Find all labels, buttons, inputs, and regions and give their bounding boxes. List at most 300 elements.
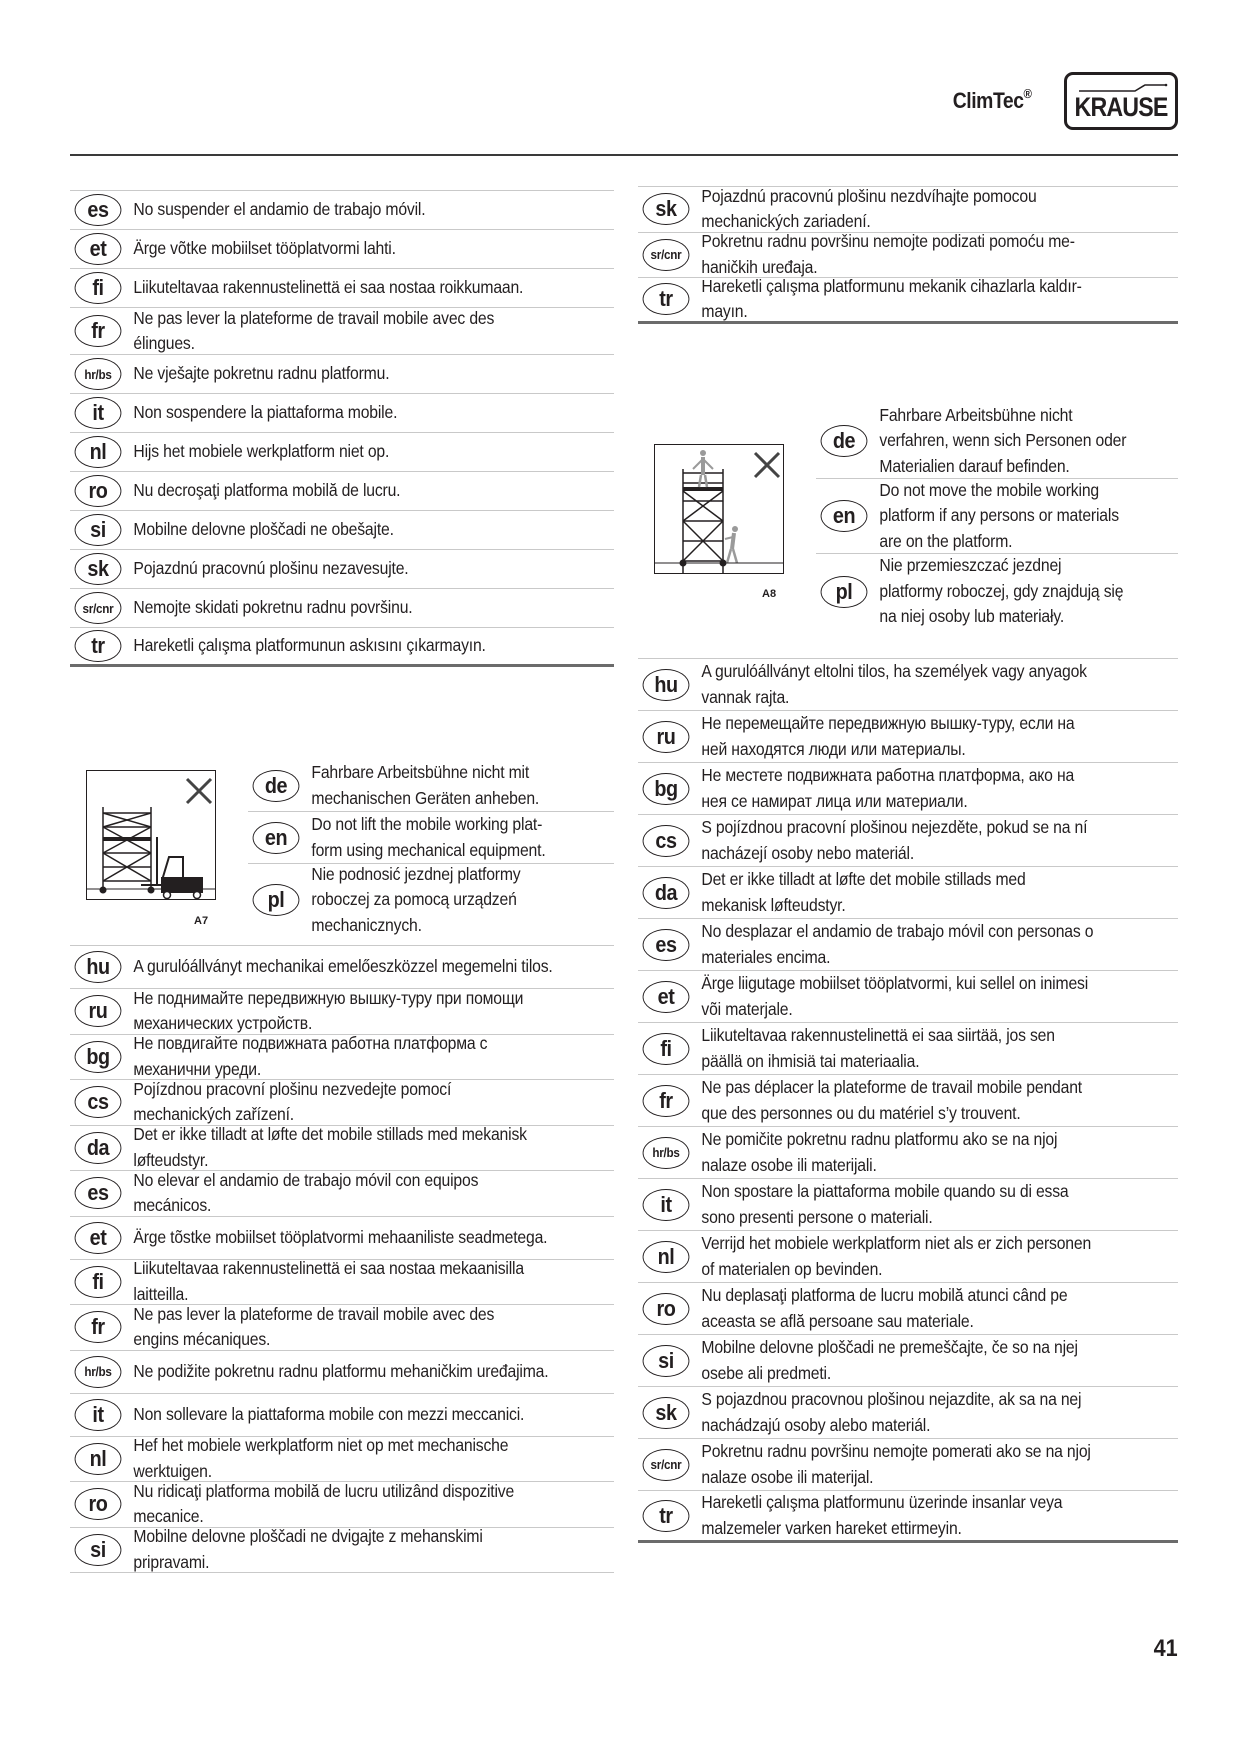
language-code-badge: ro — [75, 1488, 122, 1520]
instruction-text-line: Pokretnu radnu površinu nemojte pomerati ako se na njoj — [701, 1441, 1091, 1461]
language-badge-wrap — [638, 1137, 696, 1169]
language-code-badge: hu — [75, 951, 122, 983]
instruction-list — [638, 186, 1178, 324]
language-code-badge: pl — [821, 576, 868, 608]
instruction-row-ro — [638, 1283, 1178, 1335]
language-badge-wrap — [70, 553, 128, 585]
instruction-text-line: nalaze osobe ili materijal. — [701, 1466, 874, 1487]
instruction-text — [874, 403, 1126, 480]
language-badge-wrap — [70, 358, 128, 390]
language-badge-wrap — [638, 1293, 696, 1325]
language-code-badge: ro — [75, 475, 122, 507]
instruction-text-line: Materialien darauf befinden. — [879, 455, 1070, 476]
language-code-badge: de — [821, 425, 868, 457]
instruction-text-line: ней находятся люди или материалы. — [701, 738, 966, 759]
language-code-badge: sk — [643, 193, 690, 225]
figure-a7-label: A7 — [194, 915, 209, 927]
instruction-text — [128, 595, 412, 621]
instruction-text-line: Liikuteltavaa rakennustelinettä ei saa nostaa mekaanisilla — [133, 1258, 524, 1279]
instruction-text-line: mechanických zařízení. — [133, 1104, 295, 1125]
language-badge-wrap — [70, 272, 128, 304]
instruction-text-line: engins mécaniques. — [133, 1329, 271, 1350]
language-code-badge: bg — [643, 773, 690, 805]
instruction-text-line: No suspender el andamio de trabajo móvil. — [133, 199, 426, 220]
language-badge-wrap — [248, 822, 306, 854]
instruction-text — [128, 633, 486, 659]
instruction-text-line: que des personnes ou du matériel s’y trouvent. — [701, 1102, 1021, 1123]
instruction-text — [128, 361, 389, 387]
instruction-text-line: Nu decroşaţi platforma mobilă de lucru. — [133, 480, 401, 501]
instruction-row-tr — [638, 275, 1178, 324]
instruction-row-cs — [70, 1080, 614, 1126]
instruction-row-pl — [248, 864, 614, 936]
instruction-text-line: Ne podižite pokretnu radnu platformu mehaničkim uređajima. — [133, 1360, 549, 1381]
instruction-row-sk — [638, 187, 1178, 233]
language-code-badge: cs — [643, 825, 690, 857]
instruction-text-line: Nu deplasaţi platforma de lucru mobilă atunci când pe — [701, 1285, 1068, 1305]
language-code-badge: hu — [643, 669, 690, 701]
instruction-text-line: Не перемещайте передвижную вышку-туру, если на — [701, 713, 1075, 733]
instruction-text — [696, 1075, 1082, 1126]
language-badge-wrap — [70, 194, 128, 226]
figure-a8 — [654, 444, 784, 574]
instruction-row-sr-cnr — [638, 233, 1178, 279]
instruction-text — [306, 812, 546, 863]
product-name-text: ClimTec — [953, 88, 1024, 113]
instruction-row-nl — [638, 1231, 1178, 1283]
instruction-text-line: Det er ikke tilladt at løfte det mobile stillads med — [701, 869, 1026, 889]
instruction-text — [128, 1031, 487, 1082]
instruction-text-line: Ärge tõstke mobiilset tööplatvormi mehaaniliste seadmetega. — [133, 1226, 548, 1247]
language-code-badge: sr/cnr — [643, 1449, 690, 1481]
instruction-text-line: nachádzajú osoby alebo materiál. — [701, 1414, 931, 1435]
instruction-text-line: Fahrbare Arbeitsbühne nicht — [879, 404, 1073, 425]
language-code-badge: et — [75, 233, 122, 265]
figure-a7 — [86, 770, 216, 900]
instruction-row-en — [816, 479, 1178, 554]
instruction-text — [128, 400, 397, 426]
instruction-text-line: Liikuteltavaa rakennustelinettä ei saa nostaa roikkumaan. — [133, 277, 524, 298]
figure-a8-block — [638, 400, 1178, 655]
instruction-row-it — [70, 394, 614, 433]
instruction-text — [128, 478, 400, 504]
instruction-text — [696, 1387, 1081, 1438]
language-code-badge: nl — [75, 436, 122, 468]
instruction-text-line: A gurulóállványt eltolni tilos, ha személyek vagy anyagok — [701, 661, 1087, 681]
language-badge-wrap — [70, 1177, 128, 1209]
instruction-text-line: Hef het mobiele werkplatform niet op met mechanische — [133, 1435, 509, 1456]
instruction-text — [128, 954, 553, 980]
language-code-badge: cs — [75, 1086, 122, 1118]
instruction-text — [696, 1283, 1067, 1334]
instruction-row-ru — [638, 711, 1178, 763]
language-badge-wrap — [638, 239, 696, 271]
language-badge-wrap — [638, 1345, 696, 1377]
language-code-badge: es — [643, 929, 690, 961]
language-code-badge: es — [75, 1177, 122, 1209]
instruction-text-line: Verrijd het mobiele werkplatform niet als er zich personen — [701, 1233, 1092, 1253]
language-code-badge: si — [75, 514, 122, 546]
instruction-text — [128, 556, 409, 582]
instruction-text — [128, 306, 494, 357]
instruction-text-line: osebe ali predmeti. — [701, 1362, 832, 1383]
instruction-text-line: Fahrbare Arbeitsbühne nicht mit — [311, 762, 530, 782]
instruction-row-fr — [70, 308, 614, 355]
language-badge-wrap — [70, 1222, 128, 1254]
instruction-text-line: Не повдигайте подвижната работна платформа с — [133, 1033, 488, 1054]
instruction-text-line: Non sollevare la piattaforma mobile con mezzi meccanici. — [133, 1403, 525, 1424]
instruction-text — [128, 197, 425, 223]
instruction-text-line: platformy roboczej, gdy znajdują się — [879, 580, 1124, 601]
language-badge-wrap — [248, 770, 306, 802]
instruction-text — [696, 274, 1082, 325]
language-code-badge: sk — [643, 1397, 690, 1429]
instruction-row-da — [638, 867, 1178, 919]
left-top-instructions — [70, 190, 614, 667]
language-badge-wrap — [70, 630, 128, 662]
krause-logo — [1064, 72, 1178, 130]
instruction-text — [128, 1077, 451, 1128]
instruction-text-line: Ne pas lever la plateforme de travail mobile avec des — [133, 1303, 495, 1324]
language-code-badge: tr — [643, 1500, 690, 1532]
instruction-text-line: platform if any persons or materials — [879, 505, 1119, 526]
instruction-text-line: haničkih uređaja. — [701, 256, 818, 277]
scaffold-with-persons-prohibited-icon — [655, 445, 783, 573]
instruction-text — [128, 1122, 527, 1173]
figure-a7-instructions — [248, 760, 614, 936]
instruction-row-es — [70, 1171, 614, 1217]
instruction-list — [70, 945, 614, 1573]
instruction-text-line: werktuigen. — [133, 1460, 212, 1481]
language-code-badge: fr — [75, 315, 122, 347]
instruction-row-et — [638, 971, 1178, 1023]
language-badge-wrap — [816, 425, 874, 457]
instruction-text-line: mekanisk løfteudstyr. — [701, 894, 846, 915]
instruction-text — [128, 1479, 514, 1530]
language-badge-wrap — [70, 1443, 128, 1475]
instruction-row-tr — [638, 1491, 1178, 1543]
instruction-text-line: Do not lift the mobile working plat- — [311, 814, 543, 834]
instruction-text-line: of materialen op bevinden. — [701, 1258, 883, 1279]
instruction-row-fi — [638, 1023, 1178, 1075]
instruction-text-line: vannak rajta. — [701, 686, 790, 707]
instruction-text — [696, 919, 1093, 970]
instruction-row-ro — [70, 1482, 614, 1528]
language-code-badge: hr/bs — [75, 1356, 122, 1388]
language-code-badge: en — [821, 500, 868, 532]
instruction-text-line: või materjale. — [701, 998, 793, 1019]
instruction-text-line: sono presenti persone o materiali. — [701, 1206, 933, 1227]
language-badge-wrap — [816, 576, 874, 608]
language-code-badge: es — [75, 194, 122, 226]
language-badge-wrap — [70, 233, 128, 265]
instruction-row-bg — [70, 1035, 614, 1081]
instruction-row-en — [248, 812, 614, 864]
instruction-text-line: механични уреди. — [133, 1058, 262, 1079]
language-badge-wrap — [70, 315, 128, 347]
instruction-row-de — [248, 760, 614, 812]
instruction-text-line: Nie podnosić jezdnej platformy — [311, 863, 521, 884]
instruction-text — [306, 760, 539, 811]
instruction-text-line: Do not move the mobile working — [879, 479, 1099, 500]
language-badge-wrap — [70, 1534, 128, 1566]
language-code-badge: sr/cnr — [643, 239, 690, 271]
instruction-text-line: Ne pas déplacer la plateforme de travail mobile pendant — [701, 1077, 1082, 1097]
instruction-text-line: mecánicos. — [133, 1195, 212, 1216]
instruction-text-line: S pojazdnou pracovnou plošinou nejazdite, ak sa na nej — [701, 1389, 1082, 1409]
instruction-text-line: Det er ikke tilladt at løfte det mobile stillads med mekanisk — [133, 1124, 527, 1145]
instruction-text-line: Non sospendere la piattaforma mobile. — [133, 402, 398, 423]
instruction-text — [306, 862, 520, 939]
instruction-row-si — [638, 1335, 1178, 1387]
language-badge-wrap — [70, 1086, 128, 1118]
instruction-text-line: päällä on ihmisiä tai materiaalia. — [701, 1050, 920, 1071]
product-name — [953, 88, 1032, 114]
language-code-badge: fr — [643, 1085, 690, 1117]
language-code-badge: da — [643, 877, 690, 909]
instruction-text-line: laitteilla. — [133, 1283, 189, 1304]
instruction-text-line: Pojízdnou pracovní plošinu nezvedejte pomocí — [133, 1078, 452, 1099]
figure-a7-block — [70, 760, 614, 940]
language-badge-wrap — [638, 1241, 696, 1273]
instruction-row-sr-cnr — [70, 589, 614, 628]
instruction-text — [128, 439, 389, 465]
language-code-badge: it — [643, 1189, 690, 1221]
language-badge-wrap — [638, 981, 696, 1013]
instruction-list — [638, 658, 1178, 1543]
page-number: 41 — [1153, 1635, 1178, 1662]
instruction-text-line: na niej osoby lub materiały. — [879, 606, 1065, 627]
instruction-text-line: Hareketli çalışma platformunu mekanik cihazlarla kaldır- — [701, 275, 1082, 296]
instruction-text-line: Hareketli çalışma platformunun askısını çıkarmayın. — [133, 635, 486, 656]
instruction-row-ru — [70, 989, 614, 1035]
language-badge-wrap — [638, 283, 696, 315]
instruction-text-line: S pojízdnou pracovní plošinou nejezděte, pokud se na ní — [701, 817, 1088, 837]
instruction-row-es — [638, 919, 1178, 971]
figure-a8-label: A8 — [762, 588, 777, 600]
instruction-row-fi — [70, 269, 614, 308]
language-code-badge: hr/bs — [75, 358, 122, 390]
instruction-text-line: mechanických zariadení. — [701, 211, 871, 232]
instruction-text — [696, 1490, 1062, 1541]
instruction-row-si — [70, 1528, 614, 1574]
instruction-text — [128, 1359, 548, 1385]
language-code-badge: nl — [643, 1241, 690, 1273]
language-code-badge: en — [253, 822, 300, 854]
instruction-row-hr-bs — [70, 1351, 614, 1394]
language-badge-wrap — [70, 1311, 128, 1343]
language-badge-wrap — [638, 929, 696, 961]
instruction-row-sk — [70, 550, 614, 589]
instruction-text — [696, 815, 1087, 866]
instruction-row-et — [70, 1217, 614, 1260]
language-badge-wrap — [70, 475, 128, 507]
instruction-text-line: Pokretnu radnu površinu nemojte podizati pomoću me- — [701, 231, 1075, 252]
instruction-text — [696, 229, 1075, 280]
language-badge-wrap — [70, 951, 128, 983]
language-code-badge: fi — [75, 272, 122, 304]
instruction-row-cs — [638, 815, 1178, 867]
language-badge-wrap — [70, 514, 128, 546]
instruction-row-sk — [638, 1387, 1178, 1439]
language-code-badge: sk — [75, 553, 122, 585]
instruction-text — [696, 763, 1074, 814]
instruction-text-line: mayın. — [701, 301, 748, 322]
instruction-text-line: Non spostare la piattaforma mobile quando su di essa — [701, 1181, 1069, 1201]
language-code-badge: da — [75, 1132, 122, 1164]
instruction-text-line: Hijs het mobiele werkplatform niet op. — [133, 441, 390, 462]
instruction-text-line: No desplazar el andamio de trabajo móvil con personas o — [701, 921, 1094, 941]
instruction-text — [874, 478, 1119, 555]
language-badge-wrap — [638, 1449, 696, 1481]
instruction-text-line: Hareketli çalışma platformunu üzerinde insanlar veya — [701, 1492, 1063, 1512]
instruction-text-line: verfahren, wenn sich Personen oder — [879, 430, 1127, 451]
language-code-badge: pl — [253, 884, 300, 916]
instruction-text-line: Liikuteltavaa rakennustelinettä ei saa siirtää, jos sen — [701, 1025, 1055, 1045]
instruction-text — [128, 1225, 547, 1251]
instruction-text — [128, 275, 523, 301]
instruction-row-es — [70, 191, 614, 230]
instruction-text — [874, 553, 1123, 630]
instruction-text-line: mecanice. — [133, 1506, 204, 1527]
instruction-text-line: mechanischen Geräten anheben. — [311, 787, 540, 808]
instruction-text-line: Не поднимайте передвижную вышку-туру при помощи — [133, 987, 524, 1008]
instruction-row-fr — [70, 1305, 614, 1351]
instruction-text-line: nacházejí osoby nebo materiál. — [701, 842, 915, 863]
scaffold-forklift-prohibited-icon — [87, 771, 215, 899]
instruction-text — [128, 1433, 508, 1484]
language-badge-wrap — [638, 773, 696, 805]
instruction-text — [696, 1231, 1091, 1282]
language-code-badge: et — [75, 1222, 122, 1254]
instruction-text — [128, 986, 523, 1037]
logo-text: KRAUSE — [1074, 92, 1168, 122]
instruction-text — [696, 711, 1075, 762]
instruction-row-fr — [638, 1075, 1178, 1127]
instruction-text — [696, 1023, 1055, 1074]
language-badge-wrap — [638, 1397, 696, 1429]
instruction-text — [696, 1179, 1069, 1230]
instruction-row-si — [70, 511, 614, 550]
instruction-row-nl — [70, 433, 614, 472]
page-header — [70, 70, 1178, 156]
language-code-badge: et — [643, 981, 690, 1013]
language-code-badge: si — [75, 1534, 122, 1566]
language-badge-wrap — [638, 1033, 696, 1065]
language-code-badge: sr/cnr — [75, 592, 122, 624]
instruction-text-line: механических устройств. — [133, 1013, 313, 1034]
instruction-text-line: Ne vješajte pokretnu radnu platformu. — [133, 363, 390, 384]
instruction-text-line: pripravami. — [133, 1551, 210, 1572]
language-badge-wrap — [816, 500, 874, 532]
instruction-text-line: Mobilne delovne ploščadi ne premeščajte, če so na njej — [701, 1337, 1078, 1357]
language-code-badge: it — [75, 397, 122, 429]
language-code-badge: hr/bs — [643, 1137, 690, 1169]
instruction-text-line: Pojazdnú pracovnú plošinu nezdvíhajte pomocou — [701, 185, 1037, 206]
language-code-badge: tr — [643, 283, 690, 315]
instruction-text — [696, 1439, 1091, 1490]
instruction-text-line: materiales encima. — [701, 946, 831, 967]
language-badge-wrap — [70, 1266, 128, 1298]
instruction-row-bg — [638, 763, 1178, 815]
instruction-row-ro — [70, 472, 614, 511]
instruction-text — [128, 1168, 478, 1219]
instruction-text-line: løfteudstyr. — [133, 1149, 209, 1170]
language-badge-wrap — [638, 1085, 696, 1117]
language-code-badge: fi — [75, 1266, 122, 1298]
language-code-badge: fr — [75, 1311, 122, 1343]
instruction-text-line: Nemojte skidati pokretnu radnu površinu. — [133, 597, 413, 618]
language-badge-wrap — [638, 721, 696, 753]
instruction-row-hu — [638, 659, 1178, 711]
language-badge-wrap — [70, 436, 128, 468]
instruction-text-line: malzemeler varken hareket ettirmeyin. — [701, 1517, 962, 1538]
instruction-text-line: A gurulóállványt mechanikai emelőeszközzel megemelni tilos. — [133, 956, 553, 977]
instruction-text — [128, 236, 396, 262]
language-code-badge: bg — [75, 1041, 122, 1073]
language-badge-wrap — [638, 669, 696, 701]
instruction-text — [696, 1335, 1078, 1386]
language-badge-wrap — [638, 825, 696, 857]
language-badge-wrap — [638, 193, 696, 225]
instruction-text-line: Mobilne delovne ploščadi ne obešajte. — [133, 519, 394, 540]
language-badge-wrap — [638, 1500, 696, 1532]
instruction-row-nl — [70, 1437, 614, 1483]
instruction-text-line: form using mechanical equipment. — [311, 839, 546, 860]
language-badge-wrap — [70, 592, 128, 624]
right-bottom-instructions — [638, 658, 1178, 1543]
language-code-badge: si — [643, 1345, 690, 1377]
instruction-text-line: No elevar el andamio de trabajo móvil con equipos — [133, 1169, 479, 1190]
instruction-row-it — [638, 1179, 1178, 1231]
instruction-text — [696, 659, 1087, 710]
language-badge-wrap — [638, 877, 696, 909]
instruction-text-line: are on the platform. — [879, 530, 1013, 551]
instruction-list — [70, 190, 614, 667]
language-badge-wrap — [70, 1356, 128, 1388]
instruction-text-line: Nie przemieszczać jezdnej — [879, 555, 1062, 576]
instruction-text — [696, 867, 1026, 918]
language-code-badge: it — [75, 1399, 122, 1431]
instruction-text-line: Не местете подвижната работна платформа, ако на — [701, 765, 1075, 785]
instruction-row-it — [70, 1394, 614, 1437]
instruction-text-line: mechanicznych. — [311, 914, 422, 935]
language-badge-wrap — [248, 884, 306, 916]
instruction-row-de — [816, 404, 1178, 479]
instruction-row-et — [70, 230, 614, 269]
left-bottom-instructions — [70, 945, 614, 1573]
instruction-text-line: roboczej za pomocą urządzeń — [311, 889, 517, 910]
instruction-text — [128, 1256, 524, 1307]
instruction-text — [128, 517, 394, 543]
language-badge-wrap — [70, 995, 128, 1027]
instruction-row-sr-cnr — [638, 1439, 1178, 1491]
instruction-text — [128, 1402, 524, 1428]
instruction-text-line: Mobilne delovne ploščadi ne dvigajte z mehanskimi — [133, 1526, 483, 1547]
instruction-row-pl — [816, 554, 1178, 629]
language-badge-wrap — [70, 1041, 128, 1073]
instruction-text-line: нея се намират лица или материали. — [701, 790, 968, 811]
language-badge-wrap — [638, 1189, 696, 1221]
language-badge-wrap — [70, 1132, 128, 1164]
instruction-text — [128, 1524, 483, 1575]
instruction-row-hr-bs — [638, 1127, 1178, 1179]
figure-a8-instructions — [816, 404, 1178, 629]
instruction-row-tr — [70, 628, 614, 667]
language-code-badge: nl — [75, 1443, 122, 1475]
language-code-badge: ru — [643, 721, 690, 753]
instruction-text-line: nalaze osobe ili materijali. — [701, 1154, 877, 1175]
